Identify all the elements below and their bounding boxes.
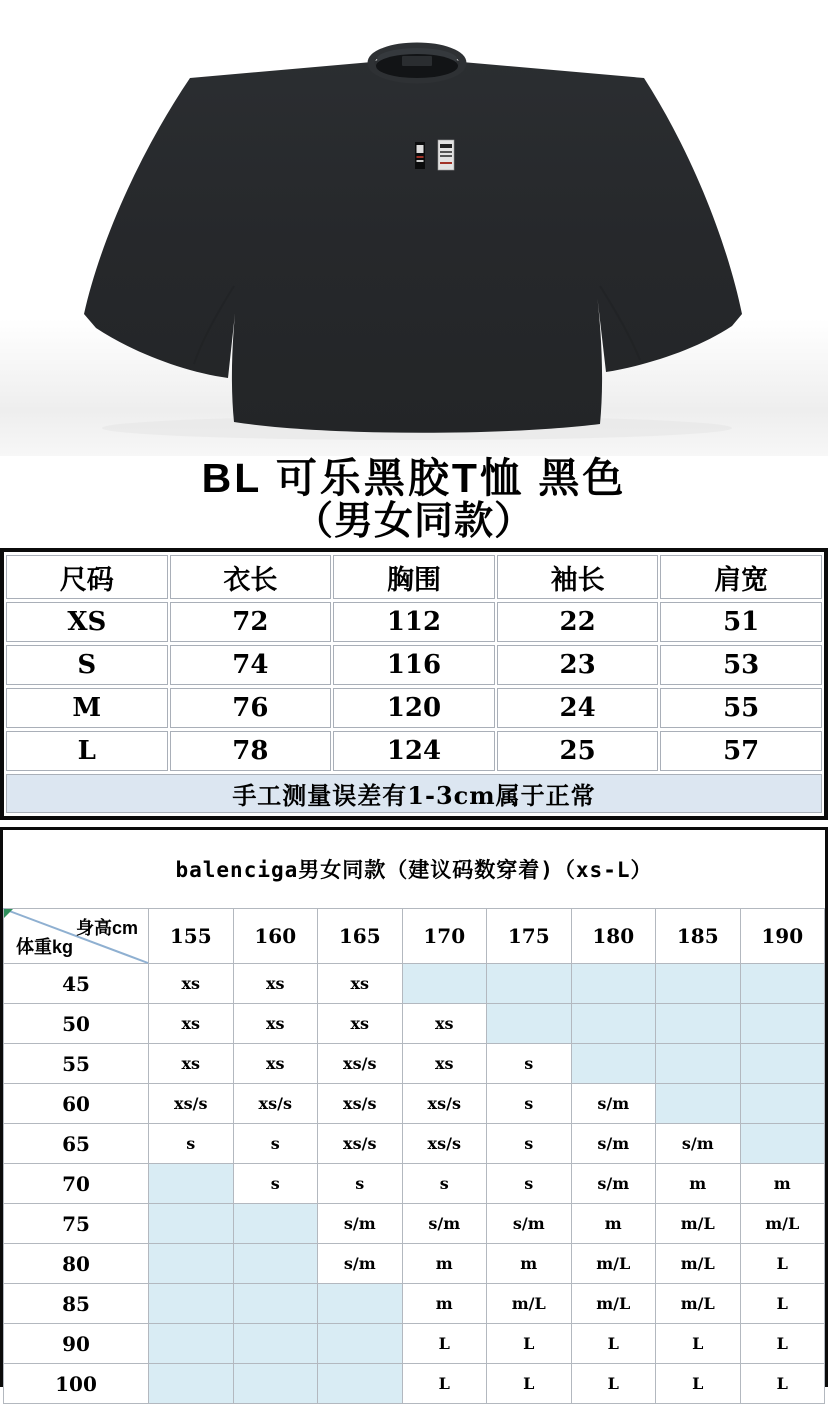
measurement-cell: 72 [170,602,332,642]
fit-size-cell [571,1004,656,1044]
measurement-cell: 23 [497,645,659,685]
weight-label-cell: 55 [4,1044,149,1084]
fit-size-cell: L [656,1364,741,1404]
fit-size-cell [318,1324,403,1364]
fit-size-cell [740,1084,825,1124]
fit-size-cell: m [740,1164,825,1204]
weight-label-cell: 70 [4,1164,149,1204]
fit-size-cell: xs [402,1004,487,1044]
fit-size-cell: m/L [656,1284,741,1324]
fit-size-cell: m/L [656,1204,741,1244]
fit-size-cell: m/L [740,1204,825,1244]
fit-size-cell [149,1364,234,1404]
fit-size-cell: s [487,1044,572,1084]
size-table-header-cell: 胸围 [333,555,495,599]
table-row [4,1244,825,1284]
weight-label-cell: 50 [4,1004,149,1044]
neck-label [402,56,432,66]
fit-size-cell: xs/s [402,1084,487,1124]
fit-size-cell: xs [318,964,403,1004]
size-label-cell: S [6,645,168,685]
tshirt-image [84,34,744,436]
fit-size-cell: s [318,1164,403,1204]
product-title-line1: BL 可乐黑胶T恤 黑色 [201,455,627,501]
tshirt-body [84,53,742,433]
fit-size-cell: m/L [656,1244,741,1284]
fit-size-cell: L [571,1364,656,1404]
fit-size-cell: xs [402,1044,487,1084]
fit-size-cell [656,1004,741,1044]
fit-size-cell [740,964,825,1004]
fit-size-cell: xs [149,1004,234,1044]
fit-size-cell: s/m [318,1244,403,1284]
product-photo [0,0,828,456]
measurement-cell: 76 [170,688,332,728]
weight-label-cell: 85 [4,1284,149,1324]
fit-size-cell: s/m [571,1084,656,1124]
fit-size-cell: m [656,1164,741,1204]
fit-size-cell: m [487,1244,572,1284]
size-table-header-cell: 袖长 [497,555,659,599]
fit-size-cell: s/m [571,1124,656,1164]
weight-axis-label: 体重kg [16,937,74,957]
fit-size-cell: xs/s [318,1124,403,1164]
fit-size-cell: m/L [571,1284,656,1324]
fit-recommendation-section [0,827,828,1396]
measurement-cell: 124 [333,731,495,771]
fit-size-cell: s [487,1084,572,1124]
height-header-cell: 185 [656,909,741,964]
size-label-cell: M [6,688,168,728]
fit-size-cell [149,1164,234,1204]
measurement-cell: 112 [333,602,495,642]
fit-size-cell: L [402,1324,487,1364]
fit-size-cell: xs/s [149,1084,234,1124]
table-row [4,1164,825,1204]
measurement-cell: 116 [333,645,495,685]
height-header-cell: 190 [740,909,825,964]
fit-size-cell: s [487,1124,572,1164]
measurement-note: 手工测量误差有1-3cm属于正常 [6,774,822,813]
weight-label-cell: 75 [4,1204,149,1244]
fit-size-cell: L [656,1324,741,1364]
fit-size-cell: xs/s [233,1084,318,1124]
measurement-cell: 74 [170,645,332,685]
table-row [6,688,822,728]
table-row [6,602,822,642]
fit-size-cell [571,964,656,1004]
weight-label-cell: 90 [4,1324,149,1364]
table-row [4,1084,825,1124]
fit-size-cell: s/m [318,1204,403,1244]
fit-size-cell [233,1244,318,1284]
fit-size-cell [149,1244,234,1284]
fit-size-cell [149,1204,234,1244]
fit-size-cell: xs [233,964,318,1004]
fit-size-cell: L [740,1244,825,1284]
fit-size-cell: s [487,1164,572,1204]
fit-size-cell: L [402,1364,487,1404]
fit-size-cell: L [740,1324,825,1364]
height-header-cell: 175 [487,909,572,964]
fit-size-cell [318,1284,403,1324]
fit-size-cell: s [149,1124,234,1164]
fit-size-cell [571,1044,656,1084]
height-axis-label: 身高cm [75,918,138,938]
height-header-cell: 170 [402,909,487,964]
fit-size-cell [487,964,572,1004]
measurement-cell: 55 [660,688,822,728]
fit-size-cell: L [571,1324,656,1364]
fit-size-cell [149,1284,234,1324]
fit-size-cell: xs/s [318,1044,403,1084]
green-corner-marker-icon [4,909,13,918]
fit-size-cell: xs [233,1044,318,1084]
fit-size-cell: xs [318,1004,403,1044]
table-row [4,1044,825,1084]
fit-size-cell: s [233,1164,318,1204]
measurement-cell: 51 [660,602,822,642]
measurement-cell: 25 [497,731,659,771]
weight-label-cell: 65 [4,1124,149,1164]
size-table-header-cell: 肩宽 [660,555,822,599]
fit-size-cell: m [571,1204,656,1244]
fit-size-cell: L [740,1284,825,1324]
corner-cell [4,909,149,964]
table-row [6,645,822,685]
fit-size-cell [740,1044,825,1084]
fit-table-header-row [4,909,825,964]
fit-size-cell: xs [233,1004,318,1044]
fit-size-cell [656,964,741,1004]
fit-size-cell: s/m [571,1164,656,1204]
fit-size-cell: xs/s [318,1084,403,1124]
fit-size-cell: s/m [487,1204,572,1244]
table-row [4,1364,825,1404]
fit-size-cell: m/L [571,1244,656,1284]
size-table-header-row [6,555,822,599]
table-row [4,1124,825,1164]
table-row [4,1324,825,1364]
table-row [4,964,825,1004]
fit-size-cell [233,1324,318,1364]
height-weight-fit-table [3,908,825,1404]
size-label-cell: XS [6,602,168,642]
size-label-cell: L [6,731,168,771]
fit-size-cell: L [740,1364,825,1404]
table-row [6,731,822,771]
fit-size-cell [656,1044,741,1084]
product-title [0,456,828,548]
fit-size-cell [149,1324,234,1364]
fit-size-cell [318,1364,403,1404]
fit-size-cell [402,964,487,1004]
fit-size-cell: s [402,1164,487,1204]
fit-size-cell: xs/s [402,1124,487,1164]
weight-label-cell: 100 [4,1364,149,1404]
fit-size-cell [740,1124,825,1164]
fit-section-title: balenciga男女同款（建议码数穿着)（xs-L） [175,858,653,882]
table-row [4,1004,825,1044]
product-title-line2: （男女同款） [293,500,534,544]
fit-size-cell [233,1364,318,1404]
size-table-header-cell: 衣长 [170,555,332,599]
table-row [4,1284,825,1324]
fit-size-cell: m/L [487,1284,572,1324]
size-table-header-cell: 尺码 [6,555,168,599]
measurement-cell: 24 [497,688,659,728]
table-row [4,1204,825,1244]
fit-size-cell: s/m [402,1204,487,1244]
fit-size-cell [487,1004,572,1044]
measurement-cell: 78 [170,731,332,771]
note-row [6,774,822,813]
fit-size-cell: L [487,1324,572,1364]
fit-size-cell [233,1284,318,1324]
fit-size-cell: s [233,1124,318,1164]
height-header-cell: 180 [571,909,656,964]
fit-size-cell: s/m [656,1124,741,1164]
height-header-cell: 165 [318,909,403,964]
size-measurement-table [0,548,828,820]
measurement-cell: 120 [333,688,495,728]
fit-size-cell [740,1004,825,1044]
fit-size-cell [233,1204,318,1244]
fit-size-cell [656,1084,741,1124]
measurement-cell: 53 [660,645,822,685]
measurement-cell: 57 [660,731,822,771]
fit-size-cell: xs [149,1044,234,1084]
weight-label-cell: 80 [4,1244,149,1284]
measurement-cell: 22 [497,602,659,642]
weight-label-cell: 60 [4,1084,149,1124]
fit-size-cell: L [487,1364,572,1404]
fit-size-cell: xs [149,964,234,1004]
height-header-cell: 160 [233,909,318,964]
height-header-cell: 155 [149,909,234,964]
fit-size-cell: m [402,1244,487,1284]
weight-label-cell: 45 [4,964,149,1004]
fit-size-cell: m [402,1284,487,1324]
